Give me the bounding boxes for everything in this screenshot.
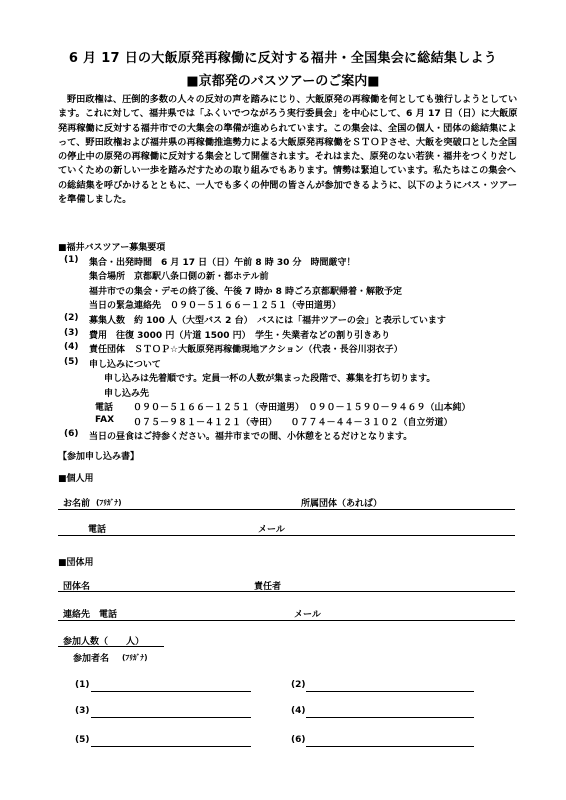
member-slot-6-field[interactable] (306, 746, 474, 747)
item3-fee: 費用 往復 3000 円（片道 1500 円） 学生・失業者などの割り引きあり (89, 331, 391, 341)
item5-destination: 申し込み先 (104, 389, 150, 399)
item4-number: (4) (64, 342, 79, 352)
item2-capacity: 募集人数 約 100 人（大型バス 2 台） バスには「福井ツアーの会」と表示しています (89, 316, 446, 326)
name-org-field[interactable] (58, 509, 515, 510)
personal-heading: ■個人用 (58, 474, 94, 484)
group-mail-label: メール (294, 610, 321, 620)
member-slot-3-field[interactable] (91, 717, 251, 718)
item1-meeting-place: 集合場所 京都駅八条口側の新・都ホテル前 (89, 272, 269, 282)
member-slot-3-label: (3) (75, 706, 90, 716)
page-title: 6 月 17 日の大飯原発再稼働に反対する福井・全国集会に総結集しよう (68, 51, 498, 66)
org-label: 所属団体（あれば） (301, 499, 383, 509)
members-label: 参加者名 (73, 654, 110, 664)
member-slot-2-field[interactable] (306, 691, 474, 692)
member-slot-4-label: (4) (291, 706, 306, 716)
item1-emergency-contact: 当日の緊急連絡先 ０９０－５１６６－１２５１（寺田道男） (89, 301, 342, 311)
item1-departure: 集合・出発時間 6 月 17 日（日）午前 8 時 30 分 時間厳守！ (89, 258, 356, 268)
item1-return: 福井市での集会・デモの終了後、午後 7 時か 8 時ごろ京都駅帰着・解散予定 (89, 287, 403, 297)
item5-application: 申し込みについて (89, 360, 161, 370)
group-contact-field[interactable] (58, 620, 515, 621)
members-kana-label: (ﾌﾘｶﾞﾅ) (122, 653, 148, 662)
recruit-heading: ■福井バスツアー募集要項 (58, 243, 166, 253)
tel-numbers: ０９０－５１６６－１２５１（寺田道男） ０９０－１５９０－９４６９（山本純） (133, 403, 471, 413)
leader-label: 責任者 (254, 582, 282, 592)
tel-mail-field[interactable] (58, 535, 515, 536)
member-slot-5-field[interactable] (91, 746, 251, 747)
participant-count-field[interactable] (58, 646, 164, 647)
member-slot-5-label: (5) (75, 735, 90, 745)
page-subtitle: ■京都発のバスツアーのご案内■ (186, 74, 380, 89)
participant-count-label: 参加人数（ 人） (63, 637, 145, 647)
group-contact-label: 連絡先 電話 (63, 610, 118, 620)
personal-mail-label: メール (258, 525, 285, 535)
form-heading: 【参加申し込み書】 (58, 452, 140, 462)
member-slot-4-field[interactable] (306, 717, 474, 718)
name-kana-label: (ﾌﾘｶﾞﾅ) (96, 498, 122, 507)
member-slot-1-field[interactable] (91, 691, 251, 692)
item1-number: (1) (64, 255, 79, 265)
fax-numbers: ０７５－９８１－４１２１（寺田） ０７７４－４４－３１０２（自立労道） (133, 418, 453, 428)
item5-number: (5) (64, 357, 79, 367)
member-slot-2-label: (2) (291, 680, 306, 690)
personal-tel-label: 電話 (88, 525, 107, 535)
fax-label: FAX (95, 415, 115, 425)
group-name-label: 団体名 (63, 582, 91, 592)
name-label: お名前 (63, 499, 91, 509)
intro-paragraph (58, 93, 518, 207)
item2-number: (2) (64, 313, 79, 323)
item3-number: (3) (64, 328, 79, 338)
tel-label: 電話 (95, 403, 114, 413)
item5-note: 申し込みは先着順です。定員一杯の人数が集まった段階で、募集を打ち切ります。 (104, 374, 436, 384)
item6-number: (6) (64, 429, 79, 439)
intro-text: 野田政権は、圧倒的多数の人々の反対の声を踏みにじり、大飯原発の再稼働を何としても強行しようとしています。これに対して、福井県では「ふくいでつながろう実行委員会」を中心にして、6 月 17 日（日）に大飯原発再稼働に反対する福井市での大集会の準備が進められています。この集会は、全国の個人・団体の総結集によって、野田政権および福井県の再稼働推進勢力による大飯原発再稼働をＳＴＯＰさせ、大飯を突破口とした全国の停止中の原発の再稼働に反対する集会として開催されます。それはまた、原発のない若狭・福井をつくりだしていくための新しい一歩を踏みだすための取り組みでもあります。情勢は緊迫しています。私たちはこの集会への総結集を呼びかけるとともに、一人でも多くの仲間の皆さんが参加できるように、以下のようにバス・ツアーを準備しました。 (58, 94, 518, 206)
group-leader-field[interactable] (58, 591, 515, 592)
item6-lunch: 当日の昼食はご持参ください。福井市までの間、小休憩をとるだけとなります。 (89, 432, 413, 442)
item4-organizer: 責任団体 ＳＴＯＰ☆大飯原発再稼働現地アクション（代表・長谷川羽衣子） (89, 345, 403, 355)
member-slot-6-label: (6) (291, 735, 306, 745)
member-slot-1-label: (1) (75, 680, 90, 690)
group-heading: ■団体用 (58, 558, 94, 568)
